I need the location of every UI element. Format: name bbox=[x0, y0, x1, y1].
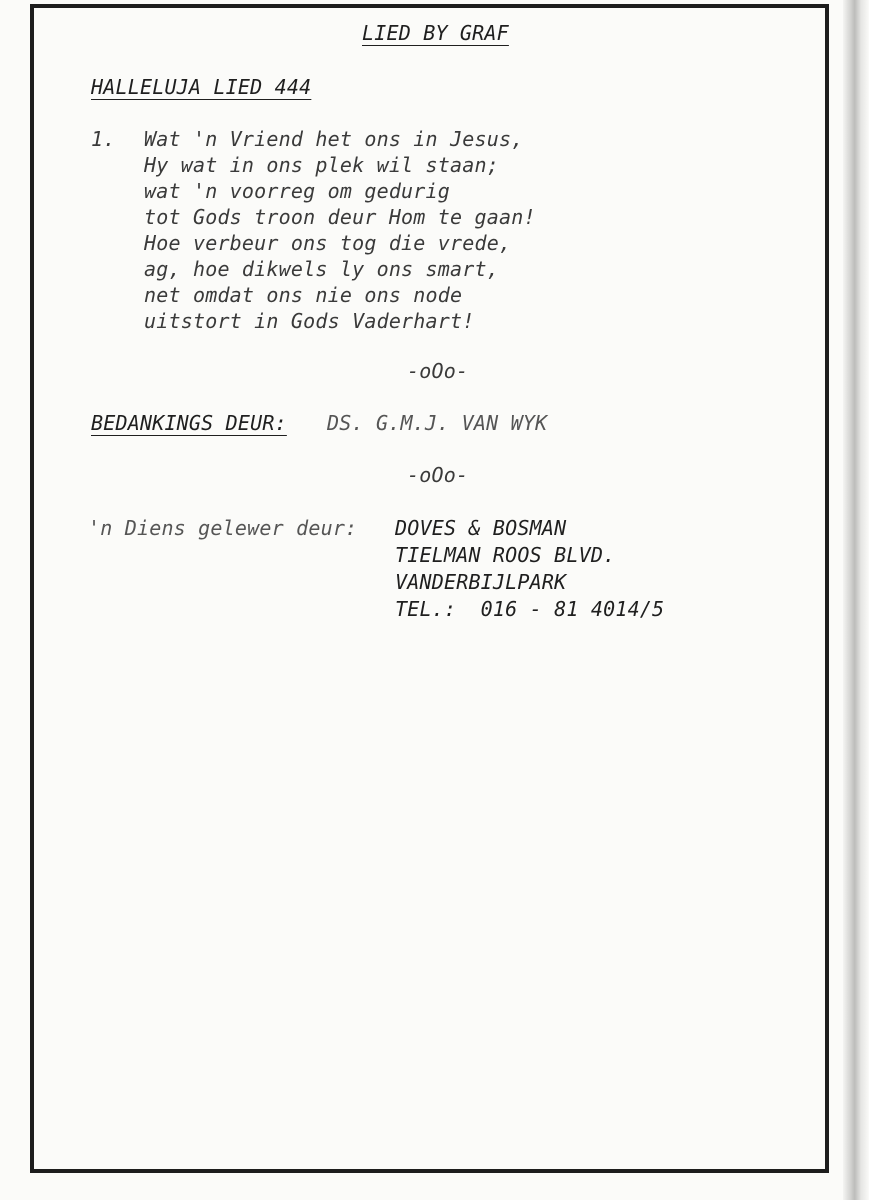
verse-line: tot Gods troon deur Hom te gaan! bbox=[144, 205, 536, 229]
hymn-heading: HALLELUJA LIED 444 bbox=[91, 75, 312, 99]
service-provider-phone: TEL.: 016 - 81 4014/5 bbox=[395, 597, 665, 621]
thanks-label: BEDANKINGS DEUR: bbox=[91, 411, 287, 435]
verse-line: Wat 'n Vriend het ons in Jesus, bbox=[144, 127, 524, 151]
page-edge-shadow bbox=[843, 0, 869, 1200]
page-title: LIED BY GRAF bbox=[362, 21, 509, 45]
separator: -oOo- bbox=[407, 463, 469, 487]
verse-line: net omdat ons nie ons node bbox=[144, 283, 463, 307]
verse-number: 1. bbox=[91, 127, 116, 151]
verse-line: wat 'n voorreg om gedurig bbox=[144, 179, 451, 203]
thanks-name: DS. G.M.J. VAN WYK bbox=[327, 411, 548, 435]
verse-line: Hy wat in ons plek wil staan; bbox=[144, 153, 499, 177]
service-provider-street: TIELMAN ROOS BLVD. bbox=[395, 543, 616, 567]
separator: -oOo- bbox=[407, 359, 469, 383]
service-label: 'n Diens gelewer deur: bbox=[88, 516, 358, 540]
verse-line: uitstort in Gods Vaderhart! bbox=[144, 309, 475, 333]
service-provider-city: VANDERBIJLPARK bbox=[395, 570, 567, 594]
verse-line: ag, hoe dikwels ly ons smart, bbox=[144, 257, 499, 281]
service-provider-name: DOVES & BOSMAN bbox=[395, 516, 567, 540]
verse-line: Hoe verbeur ons tog die vrede, bbox=[144, 231, 512, 255]
